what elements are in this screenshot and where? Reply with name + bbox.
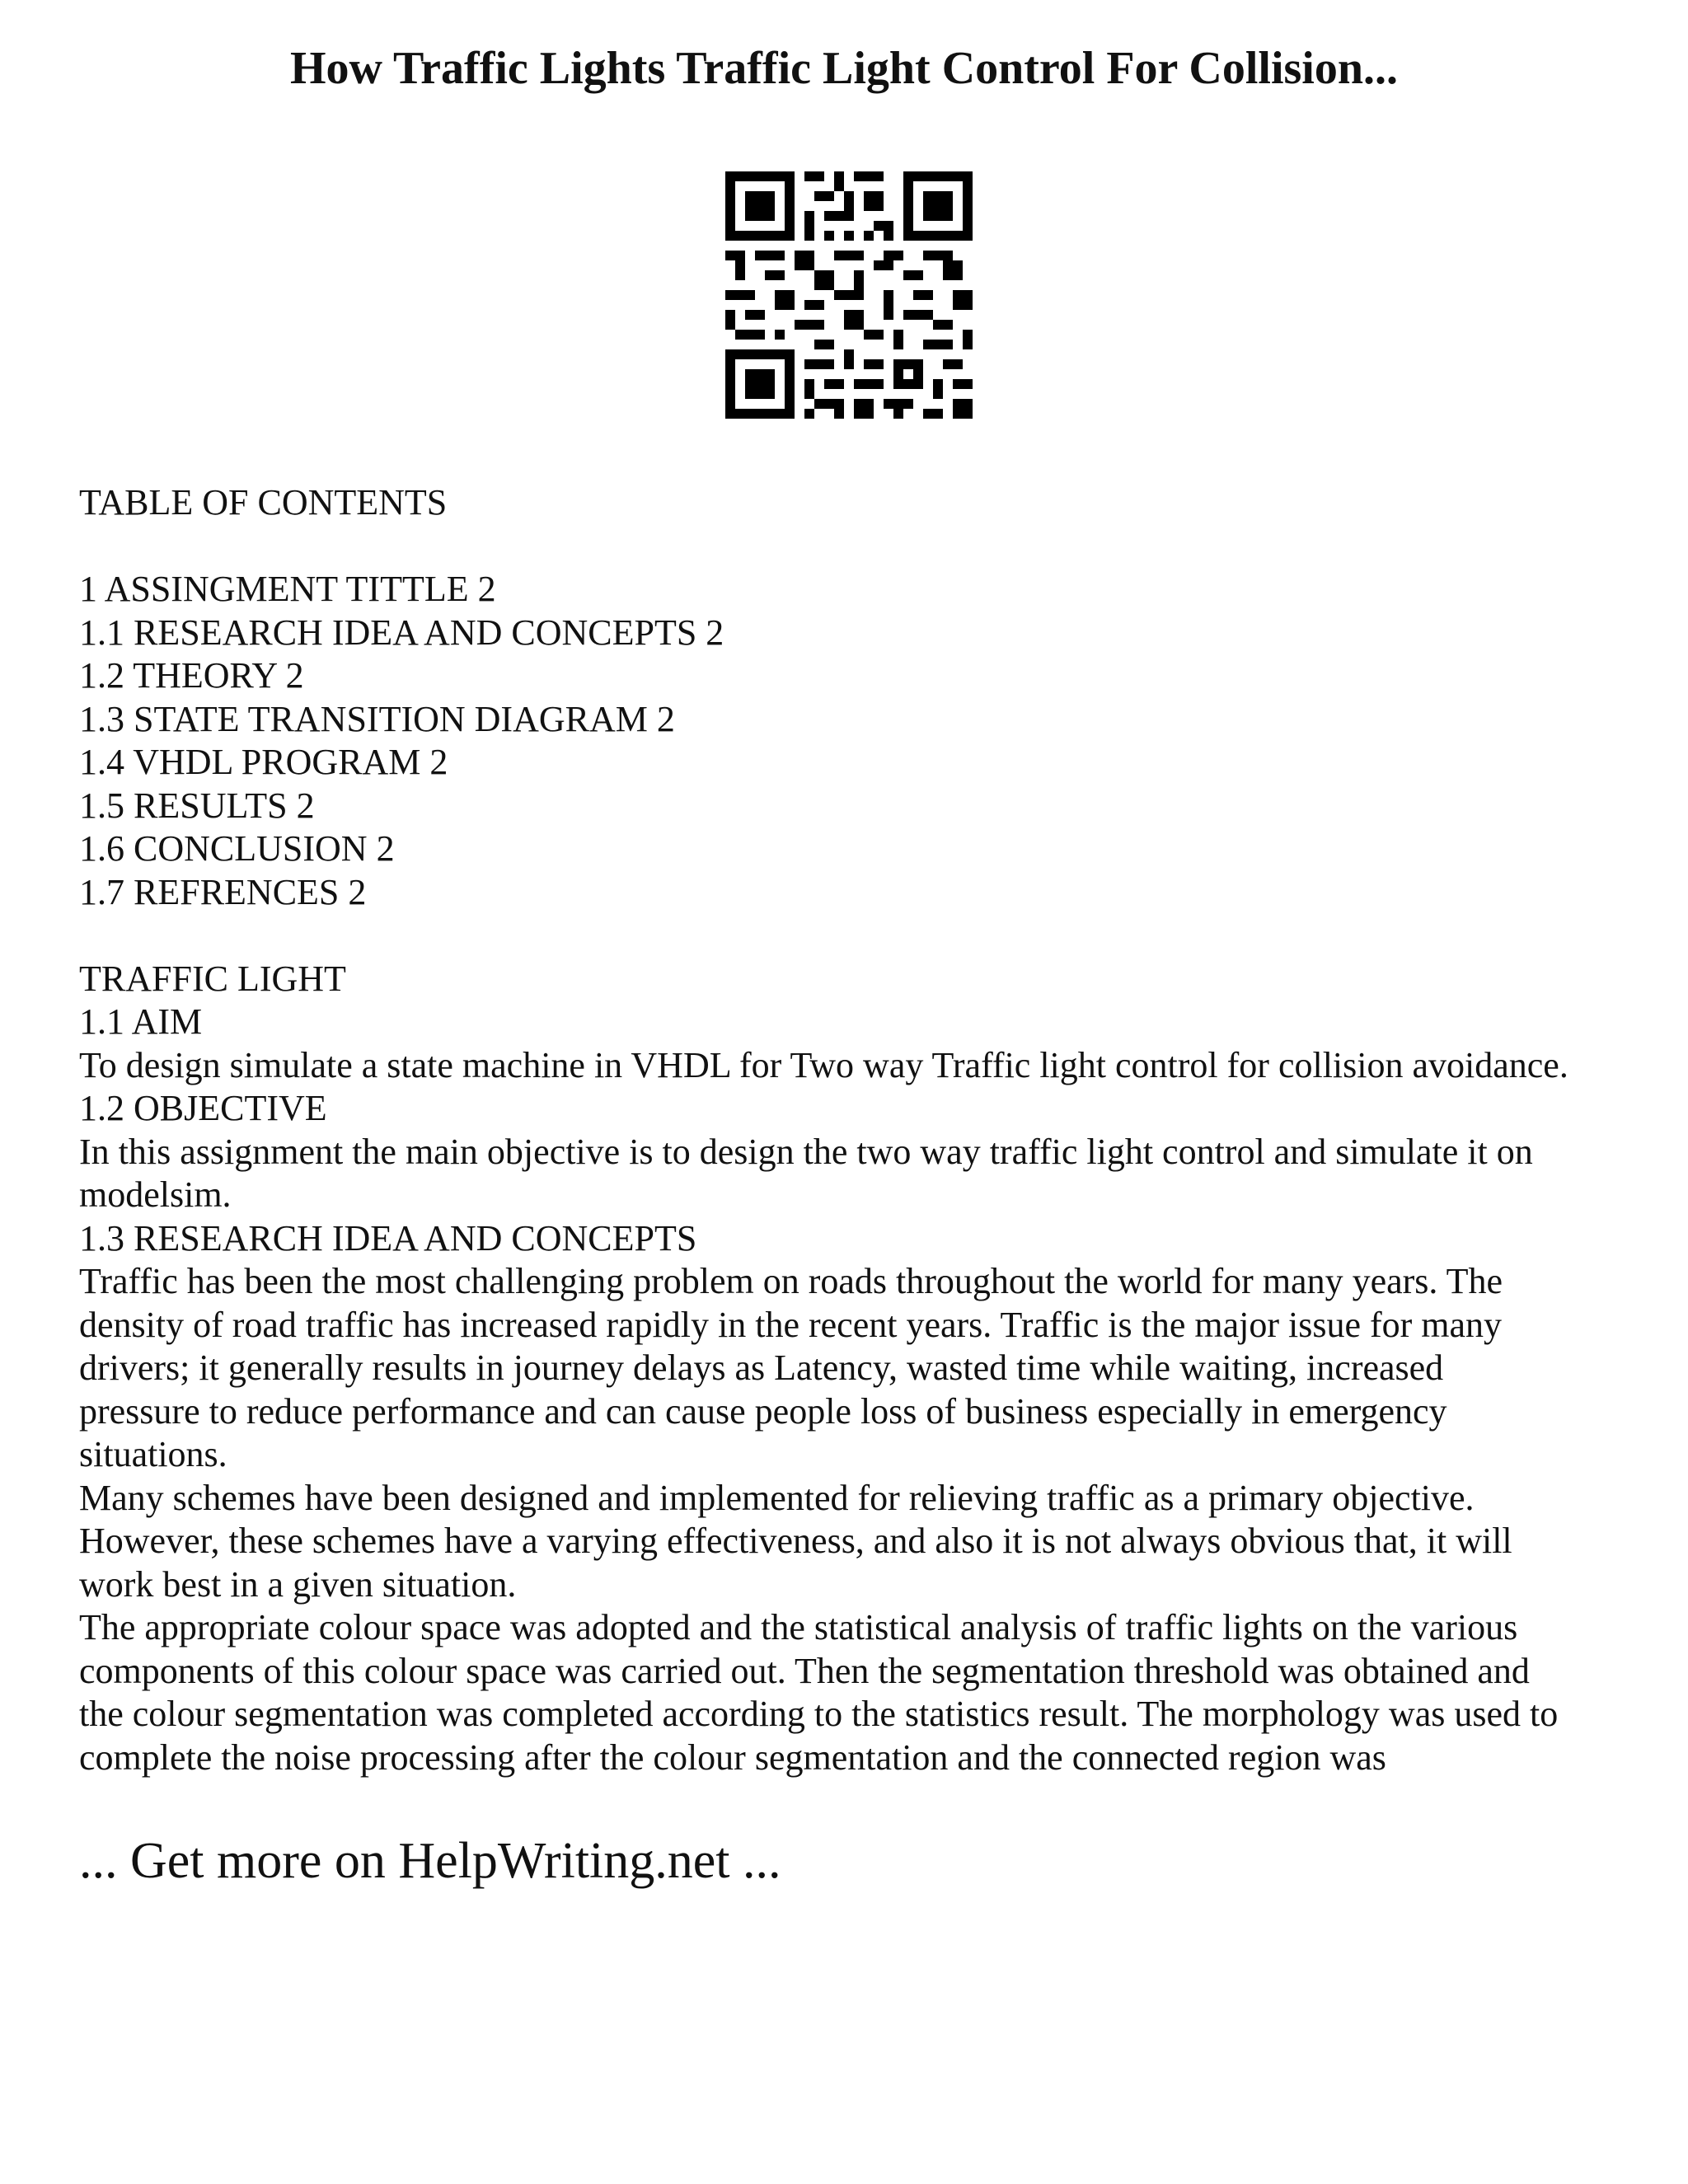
section-title: TRAFFIC LIGHT bbox=[79, 958, 346, 999]
aim-heading: 1.1 AIM bbox=[79, 1001, 203, 1042]
toc-item: 1.3 STATE TRANSITION DIAGRAM 2 bbox=[79, 698, 675, 739]
toc-item: 1.6 CONCLUSION 2 bbox=[79, 828, 395, 869]
paragraph-line: Many schemes have been designed and implemented for relieving traffic as a primary objective. bbox=[79, 1477, 1475, 1518]
paragraph-line: situations. bbox=[79, 1434, 227, 1474]
paragraph-line: complete the noise processing after the colour segmentation and the connected region was bbox=[79, 1736, 1386, 1778]
toc-item: 1.7 REFRENCES 2 bbox=[79, 871, 367, 912]
toc-item: 1.1 RESEARCH IDEA AND CONCEPTS 2 bbox=[79, 612, 724, 653]
paragraph-line: Traffic has been the most challenging problem on roads throughout the world for many years. The bbox=[79, 1261, 1503, 1301]
toc-item: 1.2 THEORY 2 bbox=[79, 655, 304, 696]
qr-code-icon bbox=[725, 171, 973, 419]
research-heading: 1.3 RESEARCH IDEA AND CONCEPTS bbox=[79, 1217, 697, 1258]
spacer bbox=[79, 914, 1629, 958]
paragraph-line: drivers; it generally results in journey delays as Latency, wasted time while waiting, increased bbox=[79, 1347, 1444, 1388]
toc-item: 1 ASSINGMENT TITTLE 2 bbox=[79, 569, 496, 609]
paragraph-line: density of road traffic has increased rapidly in the recent years. Traffic is the major issue for many bbox=[79, 1304, 1503, 1345]
paragraph-line: the colour segmentation was completed according to the statistics result. The morphology was used to bbox=[79, 1694, 1559, 1734]
page-title: How Traffic Lights Traffic Light Control For Collision... bbox=[290, 43, 1398, 94]
get-more-link[interactable]: ... Get more on HelpWriting.net ... bbox=[79, 1833, 781, 1889]
objective-text: modelsim. bbox=[79, 1174, 232, 1215]
toc-item: 1.5 RESULTS 2 bbox=[79, 785, 315, 826]
toc-item: 1.4 VHDL PROGRAM 2 bbox=[79, 742, 448, 782]
paragraph-line: work best in a given situation. bbox=[79, 1563, 517, 1605]
paragraph-line: However, these schemes have a varying effectiveness, and also it is not always obvious that, it will bbox=[79, 1521, 1512, 1561]
paragraph-line: The appropriate colour space was adopted and the statistical analysis of traffic lights on the various bbox=[79, 1607, 1518, 1647]
objective-text: In this assignment the main objective is to design the two way traffic light control and simulate it on bbox=[79, 1131, 1533, 1172]
objective-heading: 1.2 OBJECTIVE bbox=[79, 1088, 327, 1128]
toc-heading: TABLE OF CONTENTS bbox=[79, 482, 448, 523]
document-body bbox=[79, 481, 1629, 1779]
paragraph-line: components of this colour space was carried out. Then the segmentation threshold was obtained and bbox=[79, 1650, 1530, 1691]
paragraph-line: pressure to reduce performance and can cause people loss of business especially in emergency bbox=[79, 1390, 1447, 1432]
aim-text: To design simulate a state machine in VHDL for Two way Traffic light control for collision avoidance. bbox=[79, 1044, 1568, 1085]
spacer bbox=[79, 525, 1629, 569]
